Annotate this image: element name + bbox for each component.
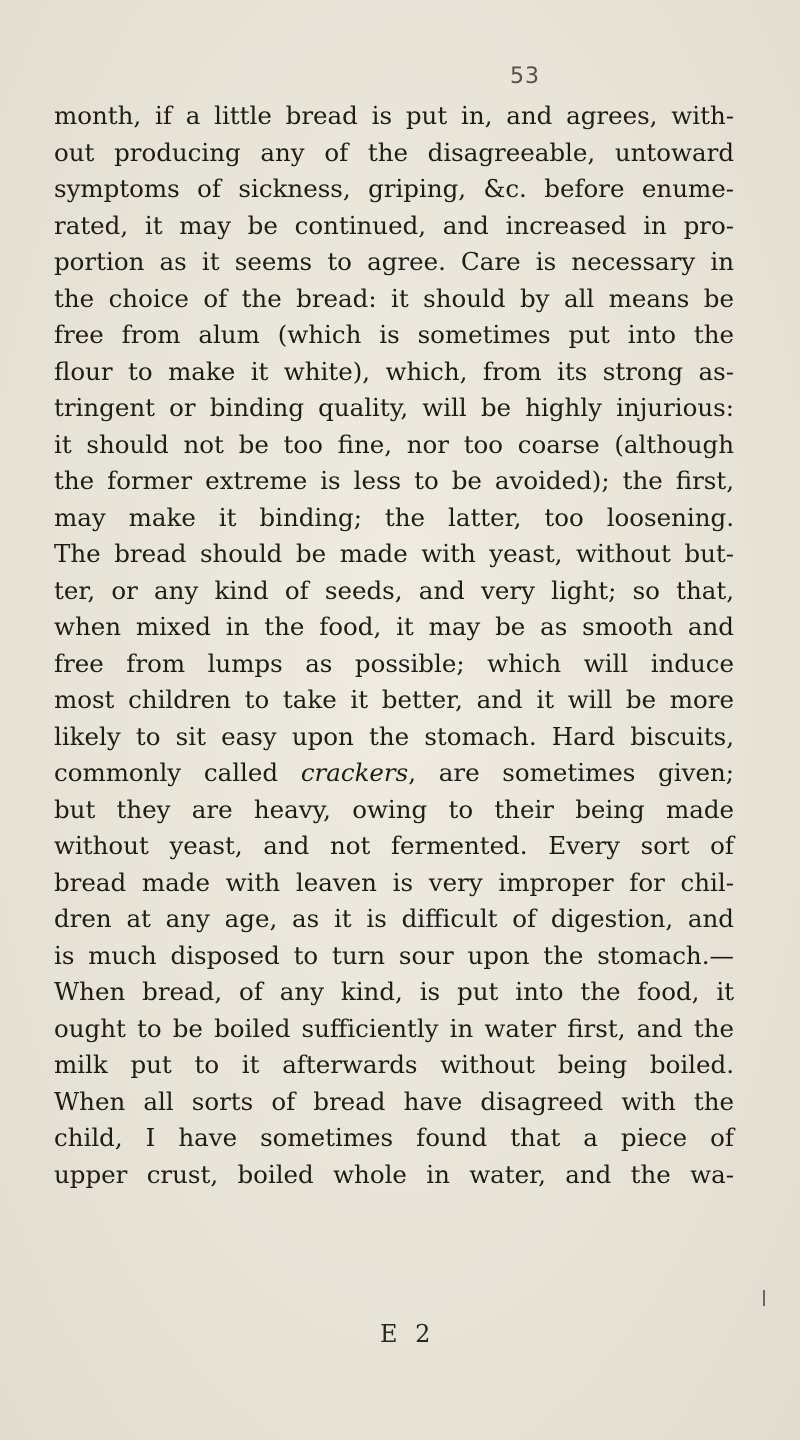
text-line: but they are heavy, owing to their being made (54, 794, 734, 824)
text-line: likely to sit easy upon the stomach. Hard biscuits, (54, 721, 734, 751)
text-line: when mixed in the food, it may be as smooth and (54, 612, 734, 641)
text-line: the choice of the bread: it should by all means be (54, 283, 734, 313)
text-line: When all sorts of bread have disagreed with the (54, 1086, 734, 1116)
text-line: ter, or any kind of seeds, and very light; so that, (54, 575, 734, 605)
text-line: out producing any of the disagreeable, untoward (54, 137, 734, 167)
text-line: month, if a little bread is put in, and agrees, with- (54, 101, 734, 130)
italic-word: crackers (300, 758, 409, 787)
text-line: portion as it seems to agree. Care is necessary in (54, 247, 734, 276)
body-text (54, 98, 734, 1193)
text-line: symptoms of sickness, griping, &c. before enume- (54, 174, 734, 203)
text-line: rated, it may be continued, and increased in pro- (54, 210, 734, 240)
ink-spot (763, 1290, 765, 1306)
text-line: bread made with leaven is very improper for chil- (54, 867, 734, 897)
page-number: 53 (510, 64, 540, 89)
text-line: commonly called crackers, are sometimes given; (54, 758, 734, 787)
text-line: child, I have sometimes found that a piece of (54, 1123, 734, 1152)
text-line: tringent or binding quality, will be highly injurious: (54, 393, 734, 422)
text-line: without yeast, and not fermented. Every sort of (54, 831, 734, 860)
text-line: flour to make it white), which, from its strong as- (54, 356, 734, 386)
text-line: is much disposed to turn sour upon the stomach.— (54, 940, 734, 970)
text-line: most children to take it better, and it will be more (54, 685, 734, 714)
text-line: The bread should be made with yeast, without but- (54, 539, 734, 568)
text-line: upper crust, boiled whole in water, and the wa- (54, 1159, 734, 1189)
text-line: the former extreme is less to be avoided); the first, (54, 466, 734, 495)
text-line: free from alum (which is sometimes put into the (54, 320, 734, 349)
text-line: When bread, of any kind, is put into the food, it (54, 977, 734, 1006)
text-line: dren at any age, as it is difficult of digestion, and (54, 904, 734, 933)
text-line: free from lumps as possible; which will induce (54, 648, 734, 678)
text-line: milk put to it afterwards without being boiled. (54, 1050, 734, 1079)
text-line: it should not be too fine, nor too coarse (although (54, 429, 734, 459)
signature-mark: E 2 (380, 1320, 436, 1348)
text-line: ought to be boiled sufficiently in water first, and the (54, 1013, 734, 1043)
text-line: may make it binding; the latter, too loosening. (54, 502, 734, 532)
